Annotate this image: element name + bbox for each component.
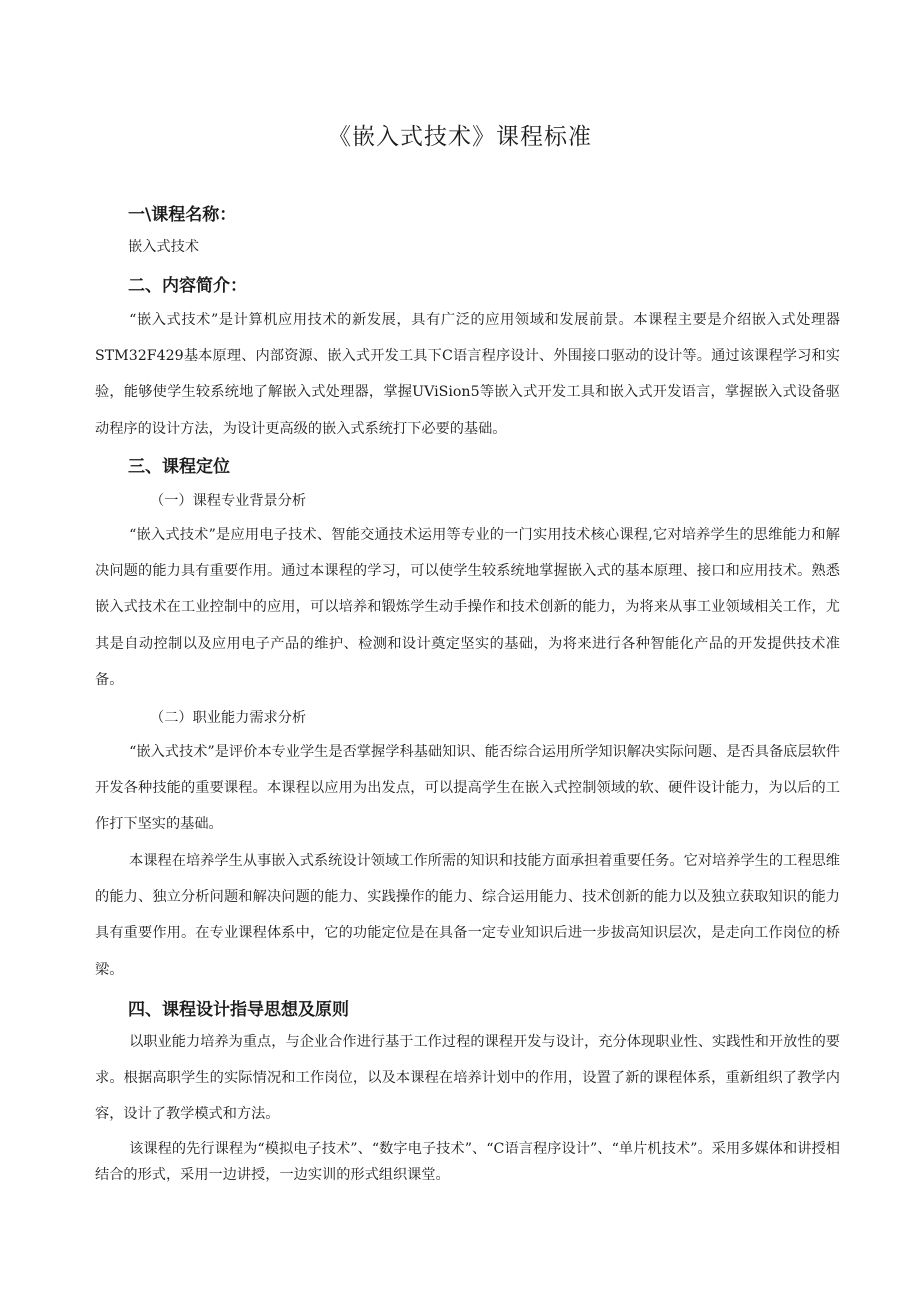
subsection-heading-background: （一）课程专业背景分析 — [150, 493, 307, 509]
design-principles-paragraph: 以职业能力培养为重点，与企业合作进行基于工作过程的课程开发与设计，充分体现职业性、实践性和开放性的要求。根据高职学生的实际情况和工作岗位，以及本课程在培养计划中的作用，设置了新的课程体系，重新组织了教学内容，设计了教学模式和方法。 — [95, 1034, 840, 1123]
section-heading-content-intro: 二、内容简介： — [128, 276, 247, 296]
career-needs-paragraph: “嵌入式技术”是评价本专业学生是否掌握学科基础知识、能否综合运用所学知识解决实际问题、是否具备底层软件开发各种技能的重要课程。本课程以应用为出发点，可以提高学生在嵌入式控制领域的软、硬件设计能力，为以后的工作打下坚实的基础。 — [95, 744, 840, 833]
course-role-paragraph: 本课程在培养学生从事嵌入式系统设计领域工作所需的知识和技能方面承担着重要任务。它对培养学生的工程思维的能力、独立分析问题和解决问题的能力、实践操作的能力、综合运用能力、技术创新的能力以及独立获取知识的能力具有重要作用。在专业课程体系中，它的功能定位是在具备一定专业知识后进一步拔高知识层次，是走向工作岗位的桥梁。 — [95, 853, 840, 978]
prerequisite-paragraph: 该课程的先行课程为“模拟电子技术”、“数字电子技术”、“C语言程序设计”、“单片机技术”。采用多媒体和讲授相结合的形式，采用一边讲授，一边实训的形式组织课堂。 — [95, 1141, 840, 1183]
section-heading-course-name: 一\课程名称： — [128, 205, 237, 225]
document-title: 《嵌入式技术》课程标准 — [328, 124, 592, 150]
section-heading-design-principles: 四、课程设计指导思想及原则 — [128, 1000, 349, 1020]
course-name-text: 嵌入式技术 — [128, 239, 199, 255]
subsection-heading-career-needs: （二）职业能力需求分析 — [150, 710, 307, 726]
background-paragraph: “嵌入式技术”是应用电子技术、智能交通技术运用等专业的一门实用技术核心课程,它对培养学生的思维能力和解决问题的能力具有重要作用。通过本课程的学习，可以使学生较系统地掌握嵌入式的基本原理、接口和应用技术。熟悉嵌入式技术在工业控制中的应用，可以培养和锻炼学生动手操作和技术创新的能力，为将来从事工业领域相关工作，尤其是自动控制以及应用电子产品的维护、检测和设计奠定坚实的基础，为将来进行各种智能化产品的开发提供技术准备。 — [95, 527, 840, 688]
section-heading-course-positioning: 三、课程定位 — [128, 457, 230, 477]
content-intro-paragraph: “嵌入式技术”是计算机应用技术的新发展，具有广泛的应用领域和发展前景。本课程主要是介绍嵌入式处理器STM32F429基本原理、内部资源、嵌入式开发工具下C语言程序设计、外围接口驱动的设计等。通过该课程学习和实验，能够使学生较系统地了解嵌入式处理器，掌握UViSion5等嵌入式开发工具和嵌入式开发语言，掌握嵌入式设备驱动程序的设计方法，为设计更高级的嵌入式系统打下必要的基础。 — [95, 312, 840, 437]
